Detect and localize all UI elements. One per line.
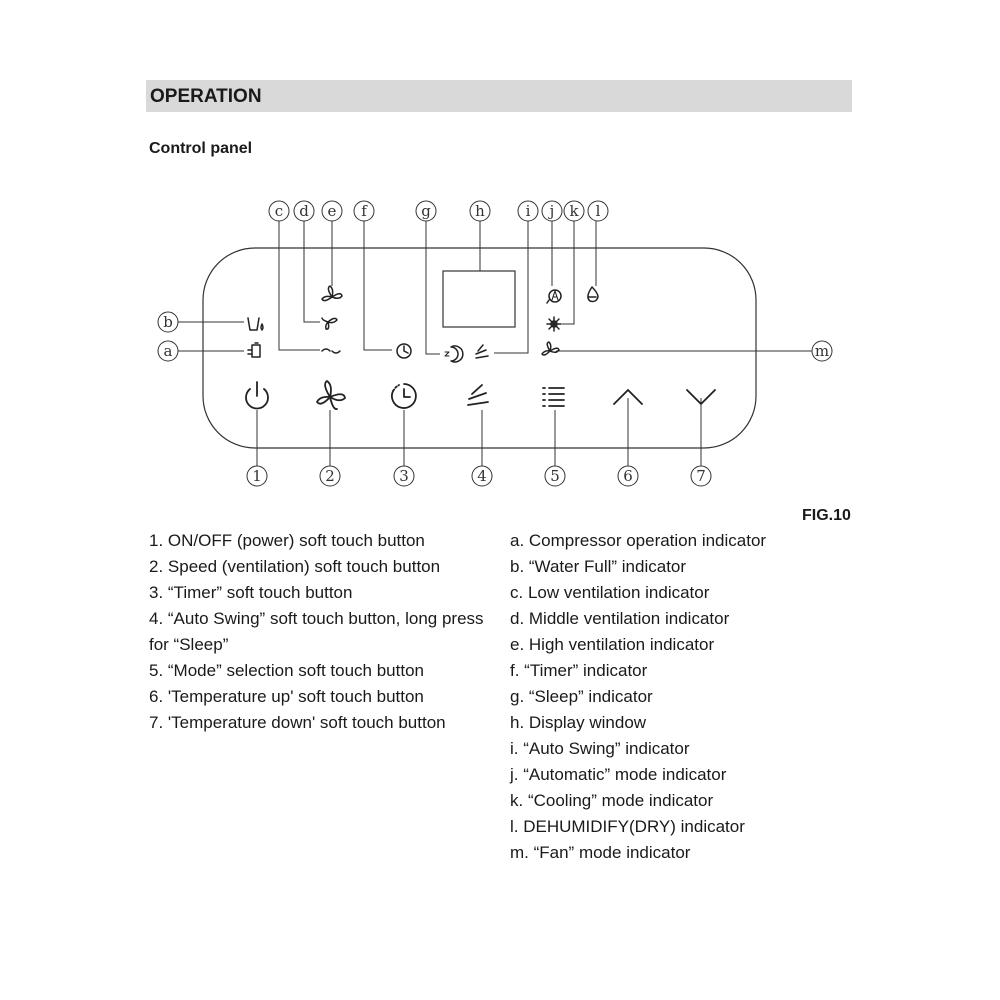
high-ventilation-icon bbox=[322, 286, 342, 301]
swing-icon bbox=[468, 385, 488, 405]
callout-a: a bbox=[163, 342, 173, 360]
legend-item: 2. Speed (ventilation) soft touch button bbox=[149, 557, 441, 576]
callout-5: 5 bbox=[550, 467, 560, 485]
callout-6: 6 bbox=[623, 467, 633, 485]
power-button[interactable] bbox=[246, 382, 268, 408]
callout-7: 7 bbox=[696, 467, 706, 485]
legend-item: 6. 'Temperature up' soft touch button bbox=[149, 687, 424, 706]
callout-l: l bbox=[595, 202, 601, 220]
legend-item: 3. “Timer” soft touch button bbox=[149, 583, 353, 602]
legend-item: c. Low ventilation indicator bbox=[510, 583, 710, 602]
legend-item: b. “Water Full” indicator bbox=[510, 557, 687, 576]
legend-item: f. “Timer” indicator bbox=[510, 661, 648, 680]
legend-item: g. “Sleep” indicator bbox=[510, 687, 653, 706]
subsection-title: Control panel bbox=[149, 140, 253, 157]
legend-item: 7. 'Temperature down' soft touch button bbox=[149, 713, 446, 732]
automatic-mode-icon bbox=[547, 290, 561, 303]
legend-item: d. Middle ventilation indicator bbox=[510, 609, 730, 628]
callout-f: f bbox=[361, 202, 367, 220]
fan-icon bbox=[317, 381, 345, 409]
legend-item: k. “Cooling” mode indicator bbox=[510, 791, 714, 810]
callout-h: h bbox=[475, 202, 485, 220]
legend-item: m. “Fan” mode indicator bbox=[510, 843, 691, 862]
leader-lines bbox=[178, 221, 812, 466]
callout-m: m bbox=[814, 342, 830, 360]
compressor-indicator-icon bbox=[248, 343, 260, 357]
legend-item: j. “Automatic” mode indicator bbox=[510, 765, 727, 784]
low-ventilation-icon bbox=[322, 349, 340, 353]
fan-mode-icon bbox=[542, 342, 559, 355]
legend-item: 5. “Mode” selection soft touch button bbox=[149, 661, 424, 680]
indicators-legend bbox=[510, 528, 830, 866]
auto-swing-button[interactable] bbox=[468, 385, 488, 405]
cooling-mode-icon bbox=[547, 317, 561, 331]
middle-ventilation-icon bbox=[322, 318, 337, 329]
fan-speed-button[interactable] bbox=[317, 381, 345, 409]
timer-button[interactable] bbox=[392, 384, 416, 408]
callout-2: 2 bbox=[325, 467, 335, 485]
sleep-indicator-icon bbox=[445, 346, 463, 362]
callout-3: 3 bbox=[399, 467, 409, 485]
callout-c: c bbox=[274, 202, 284, 220]
callout-circles bbox=[158, 201, 832, 486]
callout-b: b bbox=[163, 313, 173, 331]
callout-g: g bbox=[421, 202, 431, 220]
callout-i: i bbox=[525, 202, 531, 220]
mode-list-icon bbox=[543, 388, 564, 406]
legend-item: l. DEHUMIDIFY(DRY) indicator bbox=[510, 817, 745, 836]
legend-item: i. “Auto Swing” indicator bbox=[510, 739, 690, 758]
legend-item: a. Compressor operation indicator bbox=[510, 531, 767, 550]
timer-icon bbox=[392, 384, 416, 408]
auto-swing-indicator-icon bbox=[476, 345, 488, 358]
callout-j: j bbox=[549, 202, 555, 220]
dehumidify-indicator-icon bbox=[588, 287, 598, 302]
legend-item: h. Display window bbox=[510, 713, 647, 732]
legend-item: 4. “Auto Swing” soft touch button, long press for “Sleep” bbox=[149, 609, 484, 654]
callout-e: e bbox=[327, 202, 337, 220]
mode-button[interactable] bbox=[543, 388, 564, 406]
legend-item: 1. ON/OFF (power) soft touch button bbox=[149, 531, 425, 550]
water-full-indicator-icon bbox=[248, 318, 263, 330]
legend-item: e. High ventilation indicator bbox=[510, 635, 715, 654]
timer-indicator-icon bbox=[397, 344, 411, 358]
callout-4: 4 bbox=[477, 467, 487, 485]
callout-d: d bbox=[299, 202, 309, 220]
control-panel-outline bbox=[203, 248, 756, 448]
callout-k: k bbox=[569, 202, 579, 220]
display-window bbox=[443, 271, 515, 327]
section-title: OPERATION bbox=[150, 86, 262, 107]
figure-label: FIG.10 bbox=[802, 507, 851, 524]
callout-1: 1 bbox=[252, 467, 262, 485]
buttons-legend bbox=[149, 528, 494, 736]
